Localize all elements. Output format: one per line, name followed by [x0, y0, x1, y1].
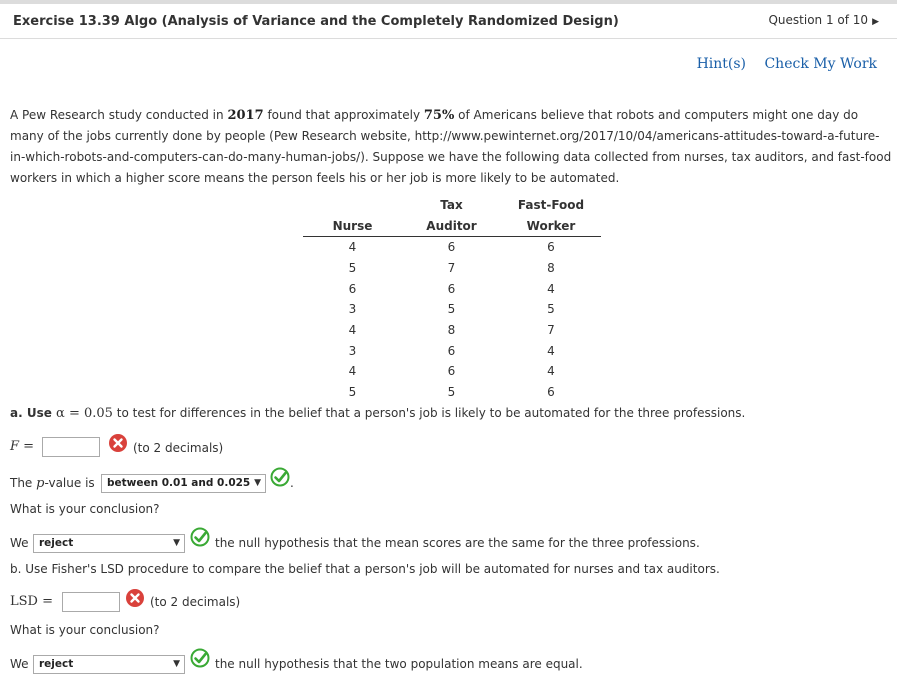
table-cell: 5 [348, 261, 357, 276]
part-b-prompt [10, 562, 720, 576]
table-body [303, 237, 601, 403]
correct-icon [190, 527, 210, 547]
table-cell: 7 [547, 323, 555, 338]
table-cell: 6 [547, 385, 555, 400]
incorrect-icon [108, 433, 128, 453]
table-cell: 4 [547, 343, 555, 358]
lsd-label: LSD = [10, 594, 53, 609]
column-header: Nurse [303, 215, 402, 237]
table-cell: 4 [348, 240, 357, 255]
f-label: F = [10, 439, 35, 454]
part-b-decision-select[interactable] [33, 655, 185, 674]
part-a-decision-value: reject [39, 537, 74, 549]
pvalue-select[interactable] [101, 474, 266, 493]
table-cell: 4 [547, 364, 555, 379]
part-a-decision-text: the null hypothesis that the mean scores are the same for the three professions. [215, 536, 700, 550]
part-b-decision-text: the null hypothesis that the two population means are equal. [215, 657, 583, 671]
table-row [303, 258, 601, 279]
table-cell: 5 [447, 302, 456, 317]
table-cell: 4 [547, 281, 555, 296]
intro-text-2: found that approximately [263, 108, 424, 122]
f-precision-hint: (to 2 decimals) [133, 441, 224, 455]
table-header [303, 215, 601, 237]
pvalue-label-post: -value is [44, 476, 95, 490]
table-cell: 5 [447, 385, 456, 400]
hint-link[interactable]: Hint(s) [696, 56, 747, 72]
table-cell: 8 [447, 323, 456, 338]
correct-icon [270, 467, 290, 487]
part-a-conclusion-question: What is your conclusion? [10, 502, 160, 516]
top-header-cell: Fast-Food [517, 197, 585, 212]
lsd-precision-hint: (to 2 decimals) [150, 595, 241, 609]
intro-percent: 75% [423, 108, 455, 123]
table-cell: 5 [348, 385, 357, 400]
table-cell: 6 [447, 343, 456, 358]
table-cell: 6 [447, 281, 456, 296]
table-cell: 5 [547, 302, 555, 317]
check-my-work-link[interactable]: Check My Work [764, 56, 877, 72]
part-b-we-label: We [10, 657, 29, 671]
table-cell: 4 [348, 323, 357, 338]
table-cell: 7 [447, 261, 456, 276]
table-row [303, 278, 601, 299]
top-header-cell [303, 194, 402, 215]
question-nav[interactable] [768, 13, 879, 27]
table-cell: 6 [547, 240, 555, 255]
intro-paragraph [10, 105, 894, 189]
pvalue-period: . [290, 476, 294, 490]
pvalue-selected: between 0.01 and 0.025 [107, 477, 251, 489]
exercise-header [0, 4, 897, 39]
table-row [303, 340, 601, 361]
help-links [683, 56, 877, 72]
table-row [303, 320, 601, 341]
table-cell: 8 [547, 261, 555, 276]
incorrect-icon [125, 588, 145, 608]
f-input[interactable] [42, 437, 100, 457]
table-header-top [303, 194, 601, 215]
table-row [303, 382, 601, 403]
table-row [303, 299, 601, 320]
chevron-down-icon: ▼ [173, 538, 180, 548]
pvalue-label-pre: The [10, 476, 37, 490]
alpha-value: α = 0.05 [56, 406, 113, 421]
table-cell: 3 [348, 343, 357, 358]
table-row [303, 361, 601, 382]
intro-text-1: A Pew Research study conducted in [10, 108, 228, 122]
table-cell: 3 [348, 302, 357, 317]
table-row [303, 237, 601, 258]
column-header: Worker [501, 215, 601, 237]
data-table [303, 194, 601, 403]
part-a-decision-select[interactable] [33, 534, 185, 553]
column-header: Auditor [402, 215, 501, 237]
chevron-down-icon: ▼ [254, 478, 261, 488]
lsd-input[interactable] [62, 592, 120, 612]
question-nav-label: Question 1 of 10 [768, 13, 869, 27]
table-cell: 6 [348, 281, 357, 296]
part-a-text: to test for differences in the belief that a person's job is likely to be automated for the three professions. [112, 406, 746, 420]
correct-icon [190, 648, 210, 668]
part-b-decision-value: reject [39, 658, 74, 670]
top-header-cell: Tax [440, 197, 463, 212]
table-cell: 4 [348, 364, 357, 379]
chevron-down-icon: ▼ [173, 659, 180, 669]
intro-text-3: of Americans believe that robots and computers might one day do many of the jobs currently done by people (Pew Research website, http://www.pewinternet.org/2017/10/04/americans-attitudes-toward-a-future-in-which-robots-and-computers-can-do-many-human-jobs/). Suppose we have the following data collected from nurses, tax auditors, and fast-food workers in which a higher score means the person feels his or her job is more likely to be automated. [10, 108, 892, 185]
part-a-we-label: We [10, 536, 29, 550]
part-a-prompt [10, 406, 745, 421]
table-cell: 6 [447, 364, 456, 379]
part-b-conclusion-question: What is your conclusion? [10, 623, 160, 637]
part-a-label: a. Use [10, 406, 57, 420]
pvalue-var: p [36, 476, 45, 491]
next-arrow-icon[interactable]: ▶ [872, 17, 879, 27]
part-b-text: b. Use Fisher's LSD procedure to compare the belief that a person's job will be automated for nurses and tax auditors. [10, 562, 720, 576]
pvalue-label [10, 476, 95, 491]
table-cell: 6 [447, 240, 456, 255]
exercise-title: Exercise 13.39 Algo (Analysis of Variance and the Completely Randomized Design) [13, 14, 619, 29]
intro-year: 2017 [227, 108, 264, 123]
